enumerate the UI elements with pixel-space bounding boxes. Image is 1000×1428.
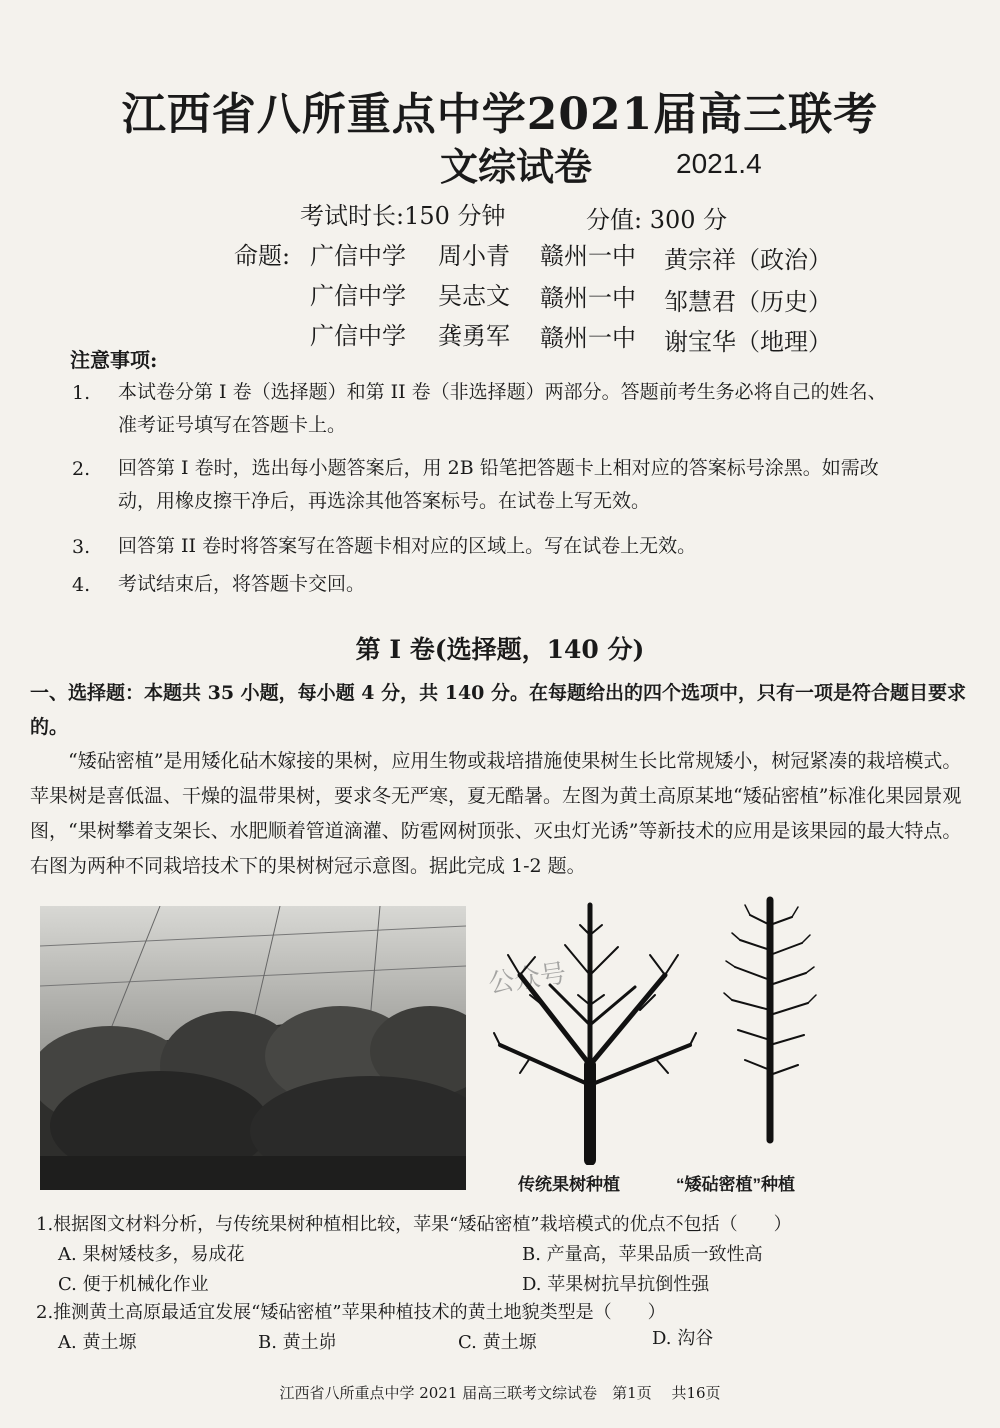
notice-item: 考试结束后，将答题卡交回。	[118, 573, 366, 595]
notice-item: 回答第 II 卷时将答案写在答题卡相对应的区域上。写在试卷上无效。	[118, 535, 697, 557]
notice-heading: 注意事项:	[70, 348, 158, 372]
notice-number: 4.	[72, 574, 91, 596]
author-name: 邹慧君（历史）	[664, 288, 832, 316]
question-option: D. 苹果树抗旱抗倒性强	[522, 1274, 710, 1295]
exam-title: 江西省八所重点中学2021届高三联考	[121, 89, 879, 140]
author-name: 黄宗祥（政治）	[664, 246, 832, 274]
question-option: A. 黄土塬	[58, 1332, 137, 1353]
exam-subtitle: 文综试卷	[440, 144, 593, 189]
author-school: 赣州一中	[540, 242, 636, 270]
question-stem: 2.推测黄土高原最适宜发展“矮砧密植”苹果种植技术的黄土地貌类型是（ ）	[36, 1302, 666, 1323]
caption-dwarf: “矮砧密植”种植	[676, 1175, 795, 1194]
authors-label: 命题:	[234, 242, 291, 270]
notice-number: 3.	[72, 536, 91, 558]
author-school: 广信中学	[310, 282, 406, 310]
question-option: A. 果树矮枝多，易成花	[58, 1244, 245, 1265]
author-name: 周小青	[438, 242, 510, 270]
exam-score: 分值: 300 分	[586, 206, 728, 234]
passage: “矮砧密植”是用矮化砧木嫁接的果树，应用生物或栽培措施使果树生长比常规矮小，树冠紧凑的栽培模式。苹果树是喜低温、干燥的温带果树，要求冬无严寒，夏无酷暑。左图为黄土高原某地“矮砧密植”标准化果园景观图，“果树攀着支架长、水肥顺着管道滴灌、防雹网树顶张、灭虫灯光诱”等新技术的应用是该果园的最大特点。右图为两种不同栽培技术下的果树树冠示意图。据此完成 1-2 题。	[30, 750, 962, 877]
author-school: 广信中学	[310, 322, 406, 350]
dwarf-tree-diagram	[720, 895, 820, 1145]
notice-number: 1.	[72, 382, 91, 404]
notice-line: 本试卷分第 I 卷（选择题）和第 II 卷（非选择题）两部分。答题前考生务必将自己的姓名、	[118, 381, 887, 403]
notice-item	[118, 376, 988, 442]
question-option: D. 沟谷	[652, 1328, 714, 1349]
notice-line: 动，用橡皮擦干净后，再选涂其他答案标号。在试卷上写无效。	[118, 490, 651, 512]
question-option: C. 黄土塬	[458, 1332, 537, 1353]
watermark: 公众号	[486, 958, 569, 1000]
question-option: B. 产量高，苹果品质一致性高	[522, 1244, 763, 1265]
author-name: 龚勇军	[438, 322, 510, 350]
author-school: 赣州一中	[540, 324, 636, 352]
notice-line: 回答第 I 卷时，选出每小题答案后，用 2B 铅笔把答题卡上相对应的答案标号涂黑。如需改	[118, 457, 879, 479]
section-title: 第 I 卷(选择题，140 分)	[355, 635, 645, 664]
traditional-tree-diagram	[490, 895, 700, 1165]
notice-item	[118, 452, 988, 518]
section-heading: 一、选择题：本题共 35 小题，每小题 4 分，共 140 分。在每题给出的四个选项中，只有一项是符合题目要求的。	[30, 682, 967, 738]
question-stem: 1.根据图文材料分析，与传统果树种植相比较，苹果“矮砧密植”栽培模式的优点不包括（ ）	[36, 1214, 792, 1235]
author-name: 吴志文	[438, 282, 510, 310]
exam-date: 2021.4	[676, 148, 762, 179]
page-footer: 江西省八所重点中学 2021 届高三联考文综试卷 第1页 共16页	[279, 1384, 721, 1402]
caption-traditional: 传统果树种植	[518, 1175, 620, 1194]
notice-number: 2.	[72, 458, 91, 480]
orchard-photo-graphic	[40, 906, 466, 1190]
question-option: B. 黄土峁	[258, 1332, 337, 1353]
question-option: C. 便于机械化作业	[58, 1274, 209, 1295]
exam-duration: 考试时长:150 分钟	[300, 202, 506, 230]
author-name: 谢宝华（地理）	[664, 328, 832, 356]
notice-line: 准考证号填写在答题卡上。	[118, 414, 347, 436]
author-school: 赣州一中	[540, 284, 636, 312]
orchard-photo	[40, 906, 466, 1190]
author-school: 广信中学	[310, 242, 406, 270]
